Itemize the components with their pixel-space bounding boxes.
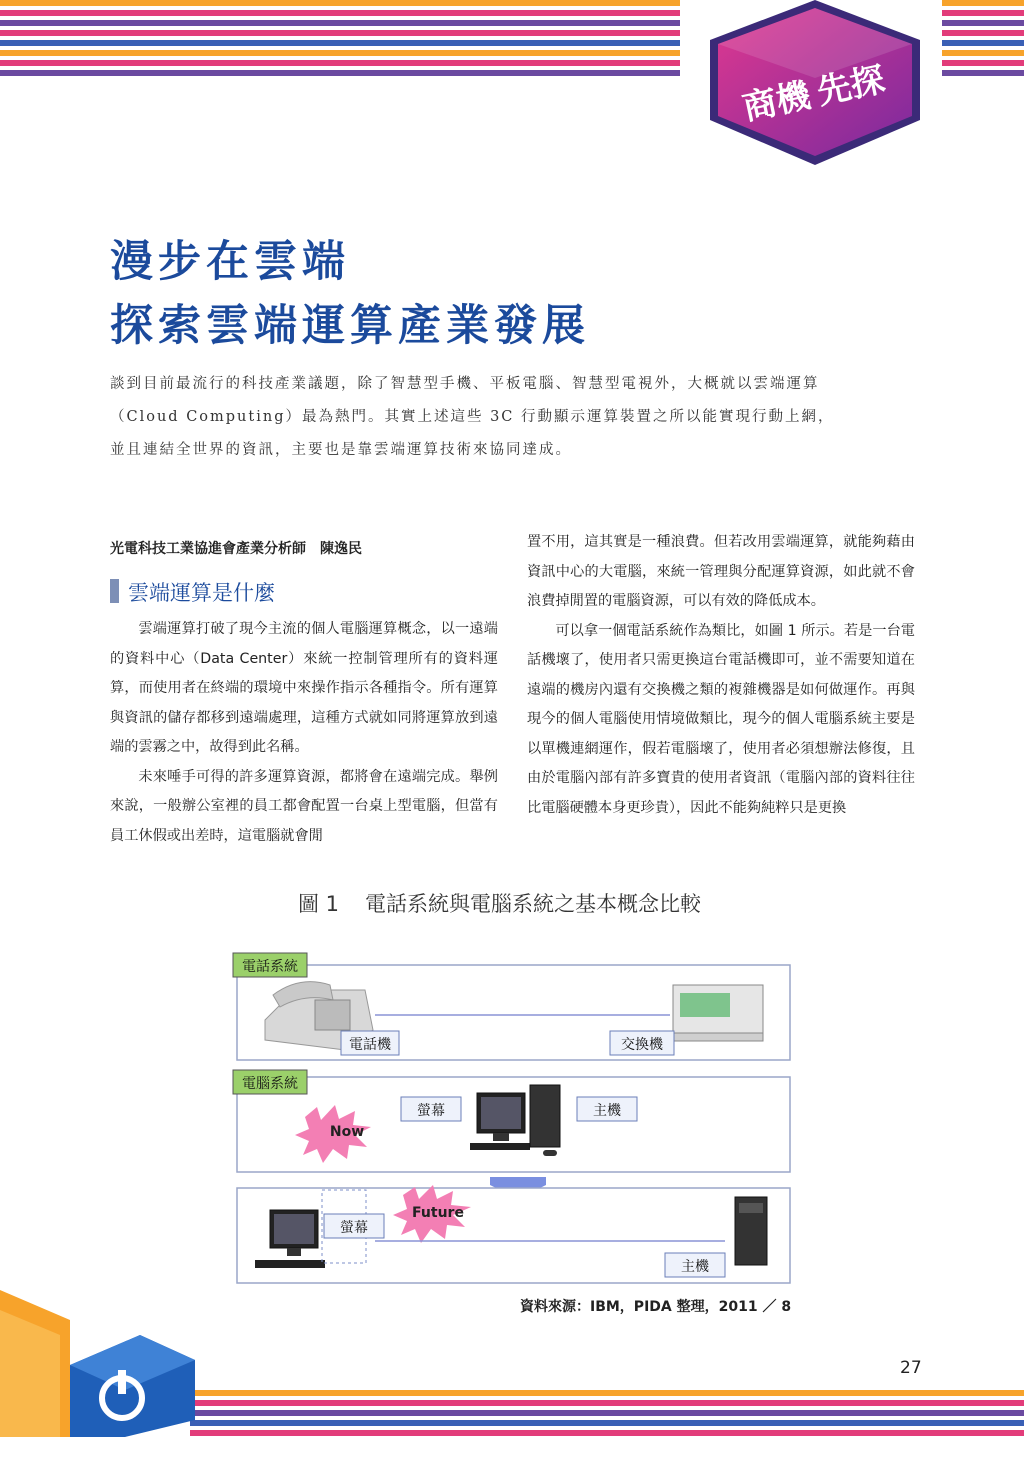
desktop-computer-icon	[470, 1085, 560, 1156]
now-label: Now	[329, 1124, 365, 1140]
body-paragraph-3: 可以拿一個電話系統作為類比，如圖 1 所示。若是一台電話機壞了，使用者只需更換這台電話機即可，並不需要知道在遠端的機房內還有交換機之類的複雜機器是如何做運作。再與現今的個人電腦使用情境做類比，現今的個人電腦系統主要是以單機連網運作，假若電腦壞了，使用者必須想辦法修復，且由於電腦內部有許多寶貴的使用者資訊（電腦內部的資料往往比電腦硬體本身更珍貴），因此不能夠純粹只是更換	[527, 622, 915, 816]
pc-system-label: 電腦系統	[242, 1076, 298, 1092]
body-paragraph-1: 雲端運算打破了現今主流的個人電腦運算概念，以一遠端的資料中心（Data Center）來統一控制管理所有的資料運算，而使用者在終端的環境中來操作指示各種指令。所有運算與資訊的儲存都移到遠端處理，這種方式就如同將運算放到遠端的雲霧之中，故得到此名稱。	[110, 621, 498, 755]
body-column-left	[110, 615, 498, 851]
switch-label: 交換機	[621, 1037, 663, 1053]
intro-paragraph: 談到目前最流行的科技產業議題，除了智慧型手機、平板電腦、智慧型電視外，大概就以雲端運算（Cloud Computing）最為熱門。其實上述這些 3C 行動顯示運算裝置之所以能實現行動上網，並且連結全世界的資訊，主要也是靠雲端運算技術來協同達成。	[110, 376, 835, 458]
server-tower-icon	[735, 1197, 767, 1265]
body-column-right	[527, 528, 915, 823]
bottom-stripes	[190, 1390, 1024, 1468]
monitor-label-now: 螢幕	[417, 1103, 445, 1119]
page-title-line-1: 漫步在雲端	[110, 237, 350, 287]
figure-number: 圖 1	[298, 892, 340, 916]
host-label-future: 主機	[681, 1259, 709, 1275]
monitor-label-future: 螢幕	[340, 1220, 368, 1236]
top-stripes-right	[942, 0, 1024, 78]
section-badge	[700, 0, 930, 170]
telephone-label: 電話機	[349, 1037, 391, 1053]
body-paragraph-2-continued: 置不用，這其實是一種浪費。但若改用雲端運算，就能夠藉由資訊中心的大電腦，來統一管理與分配運算資源，如此就不會浪費掉閒置的電腦資源，可以有效的降低成本。	[527, 534, 915, 609]
host-label-now: 主機	[593, 1103, 621, 1119]
figure-caption: 電話系統與電腦系統之基本概念比較	[365, 892, 702, 916]
section-marker	[110, 579, 119, 603]
badge-label-2: 先探	[813, 59, 889, 113]
future-label: Future	[412, 1205, 464, 1221]
top-stripes-left	[0, 0, 680, 78]
page-number: 27	[900, 1358, 922, 1378]
figure-source: 資料來源：IBM，PIDA 整理，2011 ／ 8	[520, 1299, 792, 1315]
phone-system-label: 電話系統	[242, 959, 298, 975]
switch-icon	[673, 985, 763, 1041]
author-line: 光電科技工業協進會產業分析師 陳逸民	[110, 541, 362, 557]
section-title: 雲端運算是什麼	[128, 581, 275, 605]
page-title-line-2: 探索雲端運算產業發展	[110, 301, 590, 351]
body-paragraph-2: 未來唾手可得的許多運算資源，都將會在遠端完成。舉例來說，一般辦公室裡的員工都會配置一台桌上型電腦，但當有員工休假或出差時，這電腦就會閒	[110, 768, 498, 844]
badge-label-1: 商機	[739, 75, 814, 129]
comparison-diagram	[225, 945, 800, 1285]
figure-title	[298, 888, 701, 918]
corner-decoration	[0, 1290, 200, 1437]
